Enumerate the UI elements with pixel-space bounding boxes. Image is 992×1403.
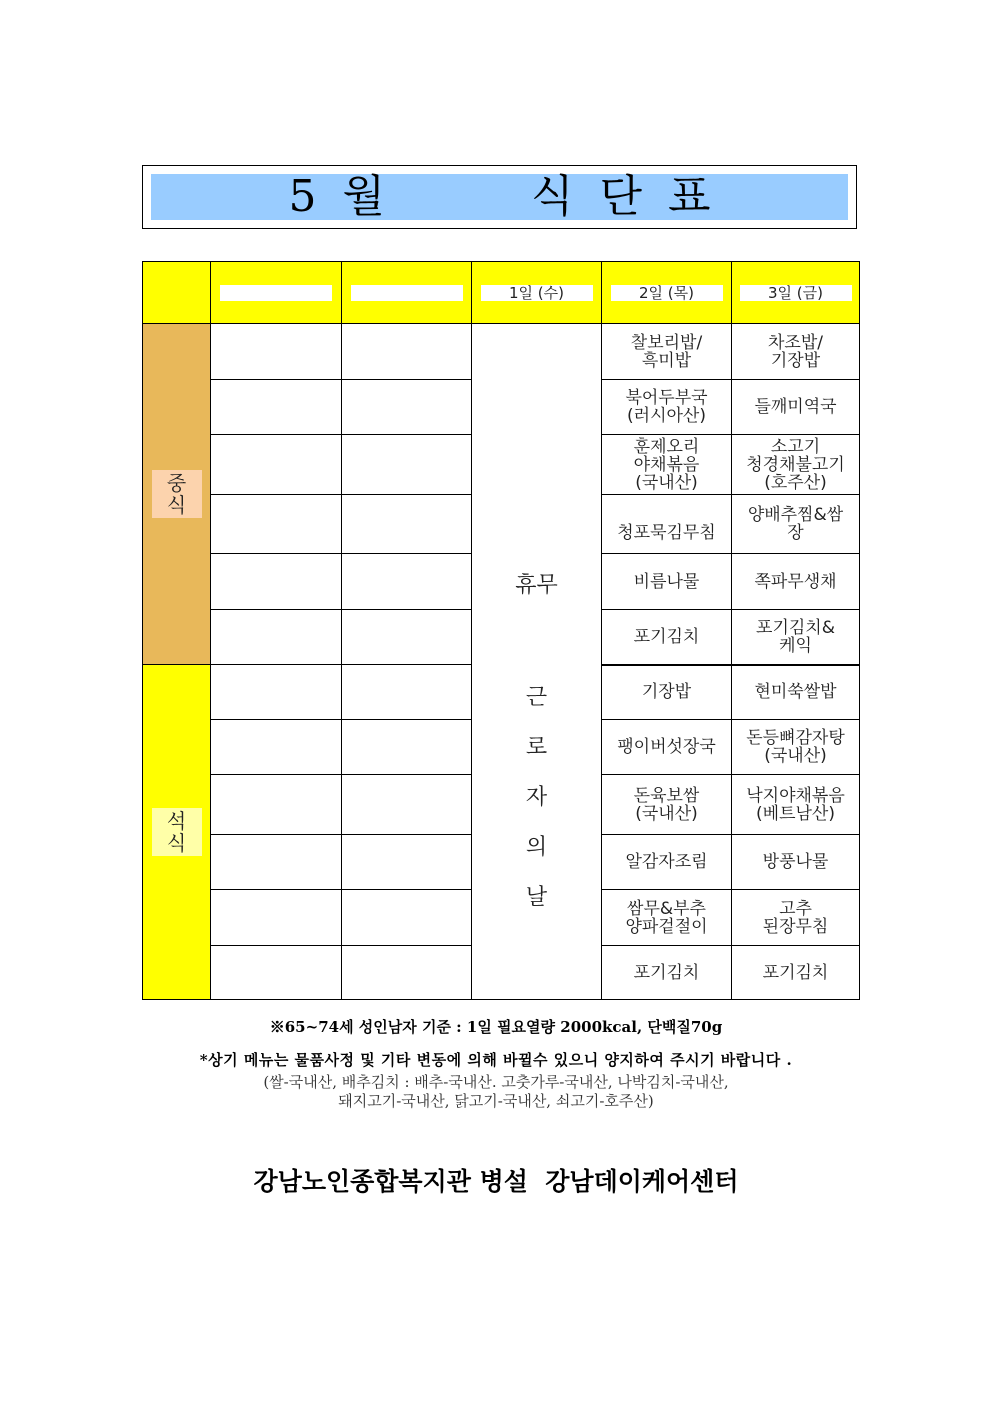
empty-cell bbox=[211, 835, 342, 890]
empty-cell bbox=[342, 495, 472, 554]
empty-cell bbox=[342, 665, 472, 720]
empty-cell bbox=[211, 380, 342, 435]
empty-cell bbox=[211, 610, 342, 665]
empty-cell bbox=[211, 720, 342, 775]
title-box bbox=[142, 165, 857, 229]
menu-cell-thu: 팽이버섯장국 bbox=[602, 720, 732, 775]
origin-line-1: (쌀-국내산, 배추김치 : 배추-국내산. 고춧가루-국내산, 나박김치-국내산, bbox=[263, 1073, 729, 1091]
menu-cell-thu: 포기김치 bbox=[602, 946, 732, 1000]
menu-cell-fri: 돈등뼈감자탕 (국내산) bbox=[732, 720, 860, 775]
empty-cell bbox=[342, 610, 472, 665]
menu-cell-fri: 들깨미역국 bbox=[732, 380, 860, 435]
header-day-thu: 2일 (목) bbox=[602, 262, 732, 324]
title-banner bbox=[151, 171, 848, 222]
menu-cell-fri: 방풍나물 bbox=[732, 835, 860, 890]
empty-cell bbox=[211, 324, 342, 380]
menu-cell-thu: 북어두부국 (러시아산) bbox=[602, 380, 732, 435]
menu-cell-thu: 찰보리밥/ 흑미밥 bbox=[602, 324, 732, 380]
table-row bbox=[143, 324, 860, 380]
menu-cell-fri: 낙지야채볶음 (베트남산) bbox=[732, 775, 860, 835]
holiday-char: 근 bbox=[525, 684, 548, 710]
origin-note bbox=[0, 1073, 992, 1111]
empty-cell bbox=[211, 435, 342, 495]
meal-label-lunch bbox=[143, 324, 211, 665]
menu-cell-thu: 청포묵김무침 bbox=[602, 495, 732, 554]
header-corner bbox=[143, 262, 211, 324]
empty-cell bbox=[342, 554, 472, 610]
empty-cell bbox=[342, 435, 472, 495]
header-row bbox=[143, 262, 860, 324]
empty-cell bbox=[342, 380, 472, 435]
header-day-1 bbox=[211, 262, 342, 324]
empty-cell bbox=[211, 665, 342, 720]
page-title: 5월 식단표 bbox=[288, 171, 737, 222]
meal-tag-dinner: 석 식 bbox=[152, 808, 202, 856]
menu-table bbox=[142, 261, 860, 1000]
menu-cell-fri: 차조밥/ 기장밥 bbox=[732, 324, 860, 380]
nutrition-note: ※65~74세 성인남자 기준 : 1일 필요열량 2000kcal, 단백질70g bbox=[269, 1018, 723, 1036]
menu-cell-fri: 현미쑥쌀밥 bbox=[732, 665, 860, 720]
menu-cell-thu: 훈제오리 야채볶음 (국내산) bbox=[602, 435, 732, 495]
holiday-char: 의 bbox=[525, 834, 548, 860]
menu-cell-fri: 고추 된장무침 bbox=[732, 890, 860, 946]
meal-tag-lunch: 중 식 bbox=[152, 470, 202, 518]
center-name: 강남노인종합복지관 병설 강남데이케어센터 bbox=[253, 1167, 739, 1196]
header-day-fri: 3일 (금) bbox=[732, 262, 860, 324]
menu-cell-thu: 비름나물 bbox=[602, 554, 732, 610]
empty-cell bbox=[342, 890, 472, 946]
holiday-char: 로 bbox=[525, 734, 548, 760]
menu-cell-fri: 양배추찜&쌈 장 bbox=[732, 495, 860, 554]
header-day-2 bbox=[342, 262, 472, 324]
menu-cell-fri: 소고기 청경채불고기 (호주산) bbox=[732, 435, 860, 495]
menu-cell-thu: 쌈무&부추 양파겉절이 bbox=[602, 890, 732, 946]
holiday-char: 자 bbox=[525, 784, 548, 810]
empty-cell bbox=[342, 946, 472, 1000]
menu-cell-thu: 알감자조림 bbox=[602, 835, 732, 890]
header-day-wed: 1일 (수) bbox=[472, 262, 602, 324]
meal-label-dinner bbox=[143, 665, 211, 1000]
empty-cell bbox=[342, 324, 472, 380]
holiday-char: 날 bbox=[525, 884, 548, 910]
empty-cell bbox=[211, 890, 342, 946]
menu-cell-fri: 쪽파무생채 bbox=[732, 554, 860, 610]
empty-cell bbox=[342, 835, 472, 890]
menu-cell-thu: 포기김치 bbox=[602, 610, 732, 665]
empty-cell bbox=[342, 775, 472, 835]
holiday-cell bbox=[472, 324, 602, 1000]
menu-cell-fri: 포기김치& 케익 bbox=[732, 610, 860, 665]
holiday-label: 휴무 bbox=[515, 572, 558, 598]
change-note: *상기 메뉴는 물품사정 및 기타 변동에 의해 바뀔수 있으니 양지하여 주시기 바랍니다 . bbox=[199, 1051, 793, 1069]
menu-cell-thu: 기장밥 bbox=[602, 665, 732, 720]
empty-cell bbox=[342, 720, 472, 775]
empty-cell bbox=[211, 946, 342, 1000]
empty-cell bbox=[211, 775, 342, 835]
menu-cell-thu: 돈육보쌈 (국내산) bbox=[602, 775, 732, 835]
menu-cell-fri: 포기김치 bbox=[732, 946, 860, 1000]
empty-cell bbox=[211, 495, 342, 554]
origin-line-2: 돼지고기-국내산, 닭고기-국내산, 쇠고기-호주산) bbox=[338, 1092, 654, 1110]
empty-cell bbox=[211, 554, 342, 610]
